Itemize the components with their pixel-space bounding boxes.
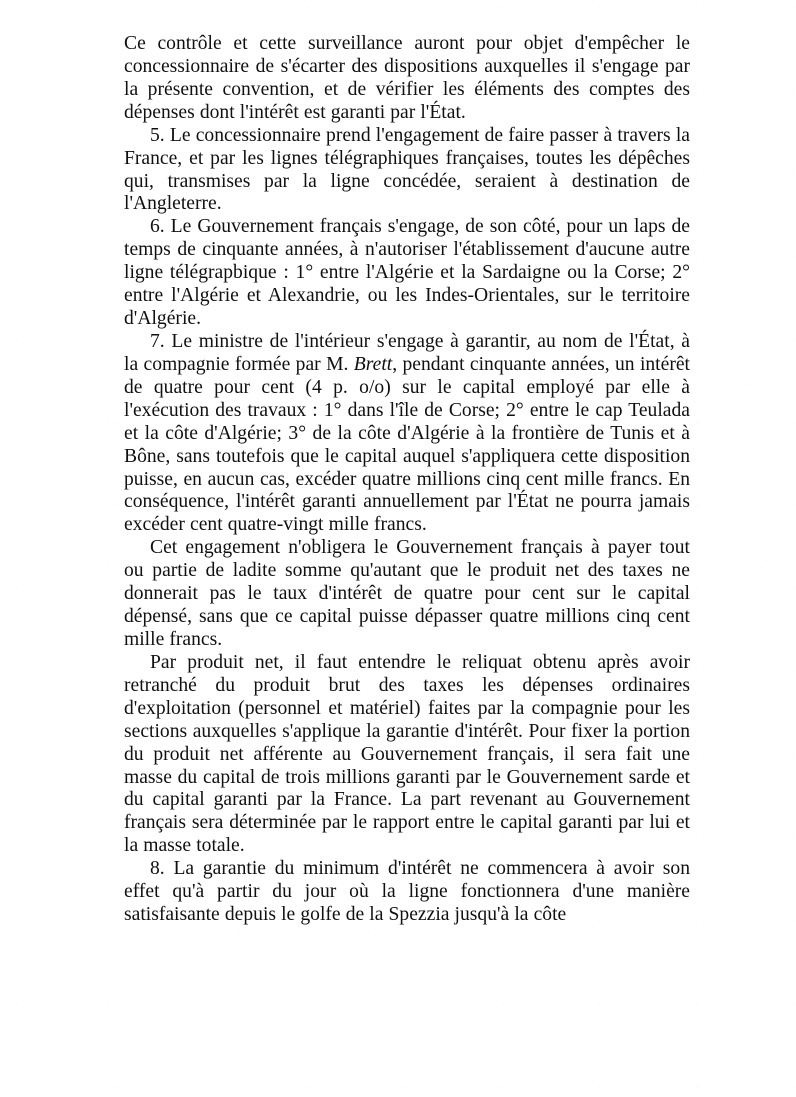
body-text-column: [124, 33, 690, 927]
article-7-part-1: 7. Le ministre de l'intérieur s'engage à garantir, au nom de l'État, à la compagnie formée par M.: [124, 330, 690, 375]
paragraph-article-8: 8. La garantie du minimum d'intérêt ne commencera à avoir son effet qu'à partir du jour où la ligne fonctionnera d'une manière satisfaisante depuis le golfe de la Spezzia jusqu'à la côte: [124, 858, 690, 926]
paragraph-par-produit-net: Par produit net, il faut entendre le reliquat obtenu après avoir retranché du produit brut des taxes les dépenses ordinaires d'exploitation (personnel et matériel) faites par la compagnie pour les sections auxquelles s'applique la garantie d'intérêt. Pour fixer la portion du produit net afférente au Gouvernement français, il sera fait une masse du capital de trois millions garanti par le Gouvernement sarde et du capital garanti par la France. La part revenant au Gouvernement français sera déterminée par le rapport entre le capital garanti par lui et la masse totale.: [124, 651, 690, 857]
paragraph-article-6: 6. Le Gouvernement français s'engage, de son côté, pour un laps de temps de cinquante années, à n'autoriser l'établissement d'aucune autre ligne télégrapbique : 1° entre l'Algérie et la Sardaigne ou la Corse; 2° entre l'Algérie et Alexandrie, ou les Indes-Orientales, sur le territoire d'Algérie.: [124, 216, 690, 330]
paragraph-cet-engagement: Cet engagement n'obligera le Gouvernement français à payer tout ou partie de ladite somme qu'autant que le produit net des taxes ne donnerait pas le taux d'intérêt de quatre pour cent sur le capital dépensé, sans que ce capital puisse dépasser quatre millions cinq cent mille francs.: [124, 537, 690, 650]
article-7-part-2: , pendant cinquante années, un intérêt de quatre pour cent (4 p. o/o) sur le capital employé par elle à l'exécution des travaux : 1° dans l'île de Corse; 2° entre le cap Teulada et la côte d'Algérie; 3° de la côte d'Algérie à la frontière de Tunis et à Bône, sans toutefois que le capital auquel s'appliquera cette disposition puisse, en aucun cas, excéder quatre millions cinq cent mille francs. En conséquence, l'intérêt garanti annuellement par l'État ne pourra jamais excéder cent quatre-vingt mille francs.: [124, 353, 690, 536]
paragraph-article-5: 5. Le concessionnaire prend l'engagement de faire passer à travers la France, et par les lignes télégraphiques françaises, toutes les dépêches qui, transmises par la ligne concédée, seraient à destination de l'Angleterre.: [124, 124, 690, 215]
paragraph-controle: Ce contrôle et cette surveillance auront pour objet d'empêcher le concessionnaire de s'écarter des dispositions auxquelles il s'engage par la présente convention, et de vérifier les éléments des comptes des dépenses dont l'intérêt est garanti par l'État.: [124, 33, 690, 123]
article-7-name-brett: Brett: [353, 353, 393, 375]
paragraph-article-7: [124, 331, 690, 537]
running-head-cropped: [124, 4, 690, 24]
running-head-fragment: [124, 4, 690, 9]
